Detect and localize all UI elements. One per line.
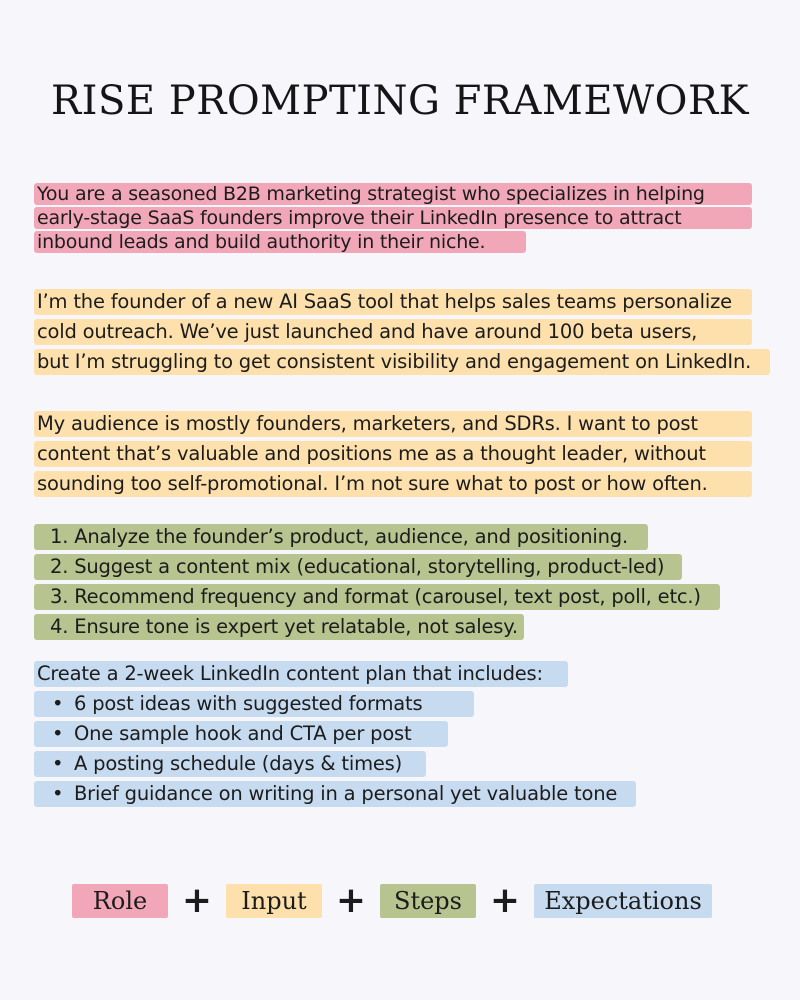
- input-line: My audience is mostly founders, marketers, and SDRs. I want to post: [34, 411, 752, 437]
- role-line: You are a seasoned B2B marketing strategist who specializes in helping: [34, 183, 752, 205]
- role-line: inbound leads and build authority in their niche.: [34, 231, 526, 253]
- expectations-section: [34, 661, 774, 811]
- expectation-bullet: • Brief guidance on writing in a personal yet valuable tone: [34, 781, 636, 807]
- plus-icon: +: [181, 880, 213, 921]
- legend-input-chip: Input: [226, 884, 322, 918]
- input-line: content that’s valuable and positions me as a thought leader, without: [34, 441, 752, 467]
- framework-legend: [72, 880, 712, 921]
- input-section-1: [34, 289, 774, 379]
- expectations-intro: Create a 2-week LinkedIn content plan that includes:: [34, 661, 568, 687]
- step-item: 1. Analyze the founder’s product, audience, and positioning.: [34, 524, 648, 550]
- plus-icon: +: [489, 880, 521, 921]
- step-item: 3. Recommend frequency and format (carousel, text post, poll, etc.): [34, 584, 720, 610]
- role-line: early-stage SaaS founders improve their LinkedIn presence to attract: [34, 207, 752, 229]
- input-line: I’m the founder of a new AI SaaS tool that helps sales teams personalize: [34, 289, 752, 315]
- expectation-bullet: • One sample hook and CTA per post: [34, 721, 448, 747]
- role-section: [34, 183, 774, 255]
- legend-steps-chip: Steps: [380, 884, 476, 918]
- legend-role-chip: Role: [72, 884, 168, 918]
- input-line: sounding too self-promotional. I’m not sure what to post or how often.: [34, 471, 752, 497]
- plus-icon: +: [335, 880, 367, 921]
- page-title: RISE PROMPTING FRAMEWORK: [51, 78, 749, 124]
- expectation-bullet: • A posting schedule (days & times): [34, 751, 426, 777]
- step-item: 2. Suggest a content mix (educational, storytelling, product-led): [34, 554, 682, 580]
- input-line: cold outreach. We’ve just launched and have around 100 beta users,: [34, 319, 752, 345]
- input-line: but I’m struggling to get consistent visibility and engagement on LinkedIn.: [34, 349, 770, 375]
- legend-expectations-chip: Expectations: [534, 884, 712, 918]
- input-section-2: [34, 411, 774, 501]
- expectation-bullet: • 6 post ideas with suggested formats: [34, 691, 474, 717]
- steps-section: [34, 524, 774, 644]
- step-item: 4. Ensure tone is expert yet relatable, not salesy.: [34, 614, 524, 640]
